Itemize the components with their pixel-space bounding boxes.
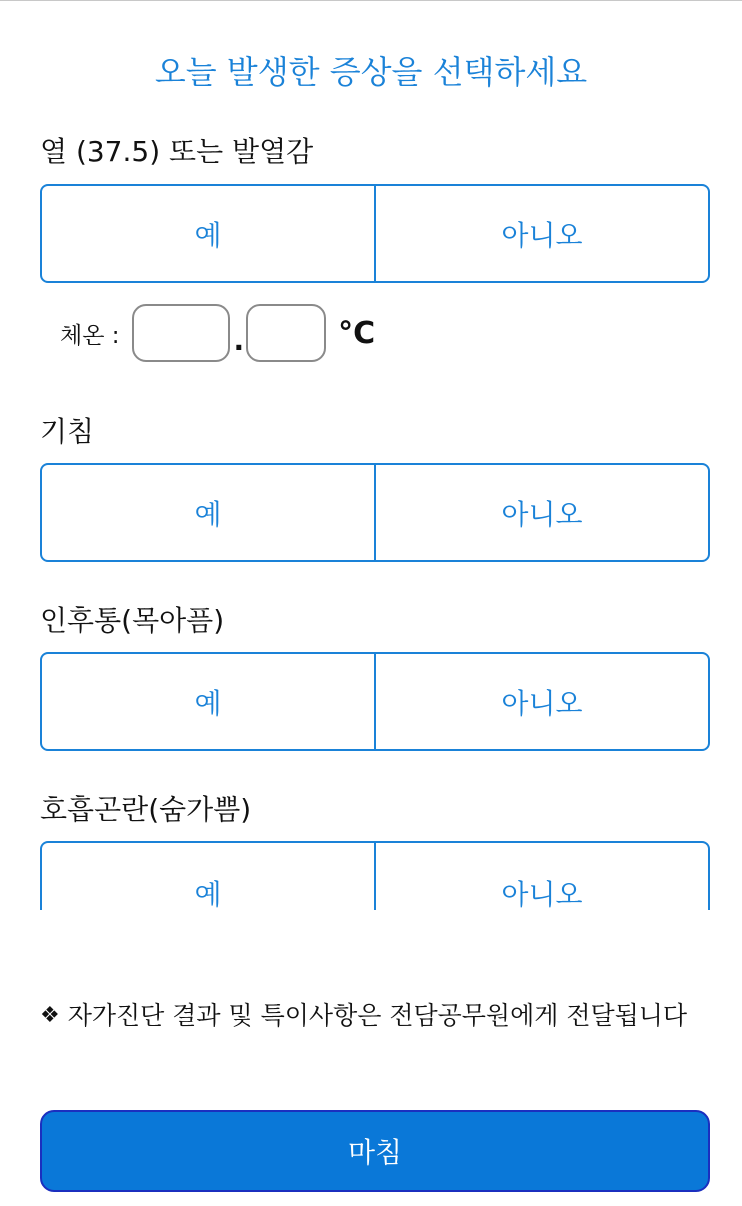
notice-text: 자가진단 결과 및 특이사항은 전담공무원에게 전달됩니다 (67, 1001, 688, 1030)
cough-choice-group (40, 463, 710, 562)
top-divider (0, 0, 742, 1)
sore-throat-choice-group (40, 652, 710, 751)
diamond-bullet-icon: ❖ (40, 1003, 60, 1028)
sore-throat-no-button[interactable]: 아니오 (374, 654, 708, 749)
question-fever-label: 열 (37.5) 또는 발열감 (40, 135, 314, 168)
cough-yes-button[interactable]: 예 (194, 497, 222, 531)
temperature-label: 체온 : (60, 322, 120, 349)
fever-choice-group (40, 184, 710, 283)
question-sore-throat-label: 인후통(목아픔) (40, 604, 225, 637)
page-title: 오늘 발생한 증상을 선택하세요 (154, 53, 588, 91)
finish-button[interactable]: 마침 (40, 1110, 710, 1192)
temperature-unit: °C (338, 315, 376, 351)
question-dyspnea-label: 호흡곤란(숨가쁨) (40, 793, 252, 826)
notice-text-row (40, 998, 687, 1034)
temperature-decimal-input[interactable] (246, 304, 326, 362)
temperature-row (60, 300, 375, 366)
temperature-integer-input[interactable] (132, 304, 230, 362)
dyspnea-yes-button[interactable]: 예 (194, 878, 222, 910)
cough-no-button[interactable]: 아니오 (374, 465, 708, 560)
temperature-decimal-point: . (233, 323, 245, 357)
sore-throat-yes-button[interactable]: 예 (194, 686, 222, 720)
dyspnea-choice-group (40, 841, 710, 910)
fever-yes-button[interactable]: 예 (194, 218, 222, 252)
dyspnea-no-button[interactable]: 아니오 (374, 843, 708, 910)
question-cough-label: 기침 (40, 415, 95, 448)
fever-no-button[interactable]: 아니오 (374, 186, 708, 281)
